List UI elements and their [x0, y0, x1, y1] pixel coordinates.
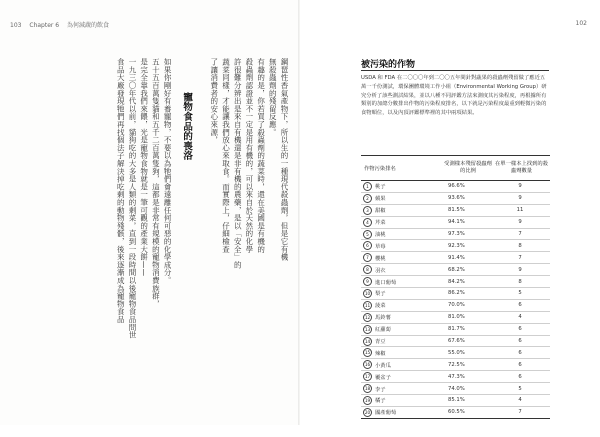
table-row	[361, 359, 550, 371]
text-column: 是完全靠我們來餵，光是寵物食物就是一筆可觀的產業大餅——	[139, 58, 149, 277]
intro-paragraph: USDA 和 FDA 在二〇〇〇年到二〇〇五年間針對蔬果的殺蟲劑殘留做了應近五萬一千份測試，環保團體環境工作小組（Environmental Working Group）研究分析了該些測試結果，並以八種不同評鑑方法來測度其污染程度，再根據所有類別的加總分數排出作物的污染程度排名，以下就是污染程度最重到輕微污染的食物順位，以及內頂評鑑標準裡的其中兩項結果。	[361, 75, 547, 117]
crop-cell	[361, 301, 440, 310]
max-pesticide-count: 7	[518, 254, 522, 261]
crop-name: 青豆	[375, 339, 386, 346]
detected-percent: 47.3%	[448, 373, 465, 380]
crop-name: 橘子	[375, 398, 386, 405]
detected-percent: 70.0%	[448, 302, 465, 309]
text-column: 殺蟲劑認證並不一定是用有機的，可以來自於天然的化學	[244, 58, 254, 253]
max-pesticide-count: 6	[518, 326, 522, 333]
table-row	[361, 181, 550, 193]
header-max-pesticides: 在單一樣本上找到的殺蟲劑數量	[495, 160, 548, 174]
crop-name: 辣椒	[375, 350, 386, 357]
detected-percent: 55.0%	[448, 349, 465, 356]
crop-name: 草莓	[375, 243, 386, 250]
rank-badge: 6	[363, 241, 372, 250]
detected-percent: 94.1%	[448, 219, 465, 226]
detected-percent: 72.5%	[448, 361, 465, 368]
text-column: 五十五百萬隻貓和五千二百萬隻狗，這都是非常有規模的寵物消費族群，	[151, 58, 161, 308]
rank-badge: 1	[363, 182, 372, 191]
table-body	[361, 181, 550, 419]
crop-name: 油桃	[375, 232, 386, 238]
crop-cell	[361, 337, 440, 346]
crop-name: 進口葡萄	[375, 279, 397, 286]
rank-badge: 7	[363, 253, 372, 262]
table-row	[361, 252, 550, 264]
table-row	[361, 347, 550, 359]
rank-badge: 3	[363, 206, 372, 215]
detected-percent: 85.1%	[448, 397, 465, 404]
text-column: 無殺蟲劑的殘留反應。	[268, 58, 278, 136]
detected-percent: 81.5%	[448, 207, 465, 214]
crop-name: 小黃瓜	[375, 362, 391, 369]
crop-cell	[361, 253, 440, 262]
section-title: 被污染的作物	[361, 60, 416, 70]
detected-percent: 68.2%	[448, 266, 465, 273]
text-column: 有趣的是，你若買了殺蟲劑的蔬菜時，還在美國是有機的	[256, 58, 266, 253]
table-row	[361, 264, 550, 276]
table-row	[361, 407, 550, 419]
table-row	[361, 193, 550, 205]
rank-badge: 16	[364, 362, 371, 368]
chapter-label: Chapter 6	[29, 22, 60, 29]
rank-badge: 18	[364, 386, 371, 392]
crop-cell	[361, 182, 440, 191]
contamination-table	[361, 155, 550, 419]
max-pesticide-count: 8	[518, 242, 522, 249]
detected-percent: 60.5%	[448, 409, 465, 416]
crop-cell	[361, 277, 440, 286]
crop-name: 李子	[375, 386, 386, 393]
table-row	[361, 336, 550, 348]
detected-percent: 81.7%	[448, 326, 465, 333]
table-row	[361, 276, 550, 288]
table-header	[361, 155, 550, 181]
crop-name: 蘋果	[375, 196, 386, 203]
left-page	[0, 0, 300, 425]
crop-name: 羽衣	[375, 267, 386, 274]
rank-badge: 19	[364, 397, 371, 403]
title-rule	[361, 70, 549, 71]
text-column: 鋼琶性香氣產物下，所以生的一種現代殺蟲劑，但是它有機	[280, 58, 289, 261]
table-row	[361, 217, 550, 229]
crop-name: 櫻桃	[375, 255, 386, 262]
rank-badge: 17	[364, 374, 371, 380]
running-header-left	[10, 20, 115, 29]
crop-name: 紅蘿蔔	[375, 327, 391, 334]
crop-cell	[361, 408, 440, 417]
max-pesticide-count: 9	[518, 266, 522, 273]
max-pesticide-count: 6	[518, 361, 522, 368]
max-pesticide-count: 11	[516, 207, 524, 214]
rank-badge: 5	[363, 230, 372, 239]
max-pesticide-count: 8	[518, 278, 522, 285]
detected-percent: 74.0%	[448, 385, 465, 392]
crop-cell	[361, 241, 440, 250]
table-row	[361, 371, 550, 383]
crop-cell	[361, 194, 440, 203]
max-pesticide-count: 9	[518, 195, 522, 202]
max-pesticide-count: 6	[518, 373, 522, 380]
rank-badge: 9	[363, 277, 372, 286]
table-row	[361, 383, 550, 395]
crop-name: 梨子	[375, 291, 386, 298]
chapter-title: 為何減蔬的飲食	[67, 22, 110, 29]
crop-cell	[361, 384, 440, 393]
crop-cell	[361, 265, 440, 274]
vertical-text-body	[40, 58, 290, 403]
detected-percent: 97.3%	[448, 231, 465, 237]
table-row	[361, 205, 550, 217]
crop-name: 馬鈴薯	[375, 315, 391, 322]
table-row	[361, 229, 550, 241]
crop-cell	[361, 313, 440, 322]
crop-name: 芹菜	[375, 220, 386, 227]
table-row	[361, 312, 550, 324]
text-column: 許很難分辨出是來自有機還是非有機的農藥，是以「安全」的	[233, 58, 243, 269]
max-pesticide-count: 6	[518, 302, 522, 309]
rank-badge: 20	[364, 409, 371, 415]
detected-percent: 67.6%	[448, 338, 465, 345]
rank-badge: 15	[364, 350, 371, 356]
crop-cell	[361, 289, 440, 298]
text-column: 如果你剛好有養寵物，不要以為牠們會遠離任何可惡的化學成分。	[163, 58, 173, 285]
text-column: 蔬菜同樣，才能讓我們放心來取食。而實際上，仔細檢查	[221, 58, 231, 253]
max-pesticide-count: 9	[518, 219, 522, 226]
max-pesticide-count: 4	[518, 314, 522, 321]
page-number-left: 103	[10, 22, 22, 29]
table-row	[361, 395, 550, 407]
crop-name: 桃子	[375, 184, 386, 191]
detected-percent: 96.6%	[448, 183, 465, 190]
header-crop-rank: 作物污染排名	[364, 166, 396, 172]
crop-cell	[361, 348, 440, 357]
rank-badge: 11	[364, 302, 371, 308]
column-gap	[199, 58, 208, 403]
table-row	[361, 240, 550, 252]
rank-badge: 12	[364, 314, 371, 320]
crop-cell	[361, 372, 440, 381]
text-column: 食品大廠發現牠們再找個法子解決掉吃剩的動物殘骸，後來逐漸成為寵物食品	[116, 58, 126, 324]
crop-cell	[361, 360, 440, 369]
rank-badge: 8	[363, 265, 372, 274]
max-pesticide-count: 5	[518, 385, 522, 392]
max-pesticide-count: 7	[518, 409, 522, 416]
table-row	[361, 288, 550, 300]
detected-percent: 84.2%	[448, 278, 465, 285]
text-column: 了讓消費者的安心來源，	[209, 58, 219, 144]
crop-cell	[361, 325, 440, 334]
rank-badge: 13	[364, 326, 371, 332]
detected-percent: 92.3%	[448, 242, 465, 249]
crop-name: 菠菜	[375, 303, 386, 310]
max-pesticide-count: 6	[518, 338, 522, 345]
rank-badge: 4	[363, 218, 372, 227]
detected-percent: 86.2%	[448, 290, 465, 297]
max-pesticide-count: 5	[518, 290, 522, 297]
crop-name: 覆盆子	[375, 374, 391, 381]
detected-percent: 93.6%	[448, 195, 465, 202]
max-pesticide-count: 6	[518, 349, 522, 356]
max-pesticide-count: 4	[518, 397, 522, 404]
crop-cell	[361, 206, 440, 215]
page-number-right: 102	[575, 20, 587, 27]
max-pesticide-count: 9	[518, 183, 522, 190]
crop-name: 國產葡萄	[375, 410, 397, 417]
crop-cell	[361, 396, 440, 405]
section-heading-vertical: 寵物食品的喪洛	[181, 92, 193, 161]
detected-percent: 81.0%	[448, 314, 465, 321]
rank-badge: 10	[364, 290, 371, 296]
table-row	[361, 324, 550, 336]
crop-cell	[361, 230, 440, 239]
text-column: 一九三〇年代以前，貓狗吃的大多是人類的剩菜，直到一段時間以後寵物食品問世	[127, 58, 137, 339]
header-detected: 受測樣本殘留殺蟲劑的比例	[444, 160, 492, 174]
rank-badge: 2	[363, 194, 372, 203]
detected-percent: 91.4%	[448, 254, 465, 261]
crop-name: 甜椒	[375, 208, 386, 215]
crop-cell	[361, 218, 440, 227]
max-pesticide-count: 7	[518, 231, 522, 237]
table-row	[361, 300, 550, 312]
rank-badge: 14	[364, 338, 371, 344]
